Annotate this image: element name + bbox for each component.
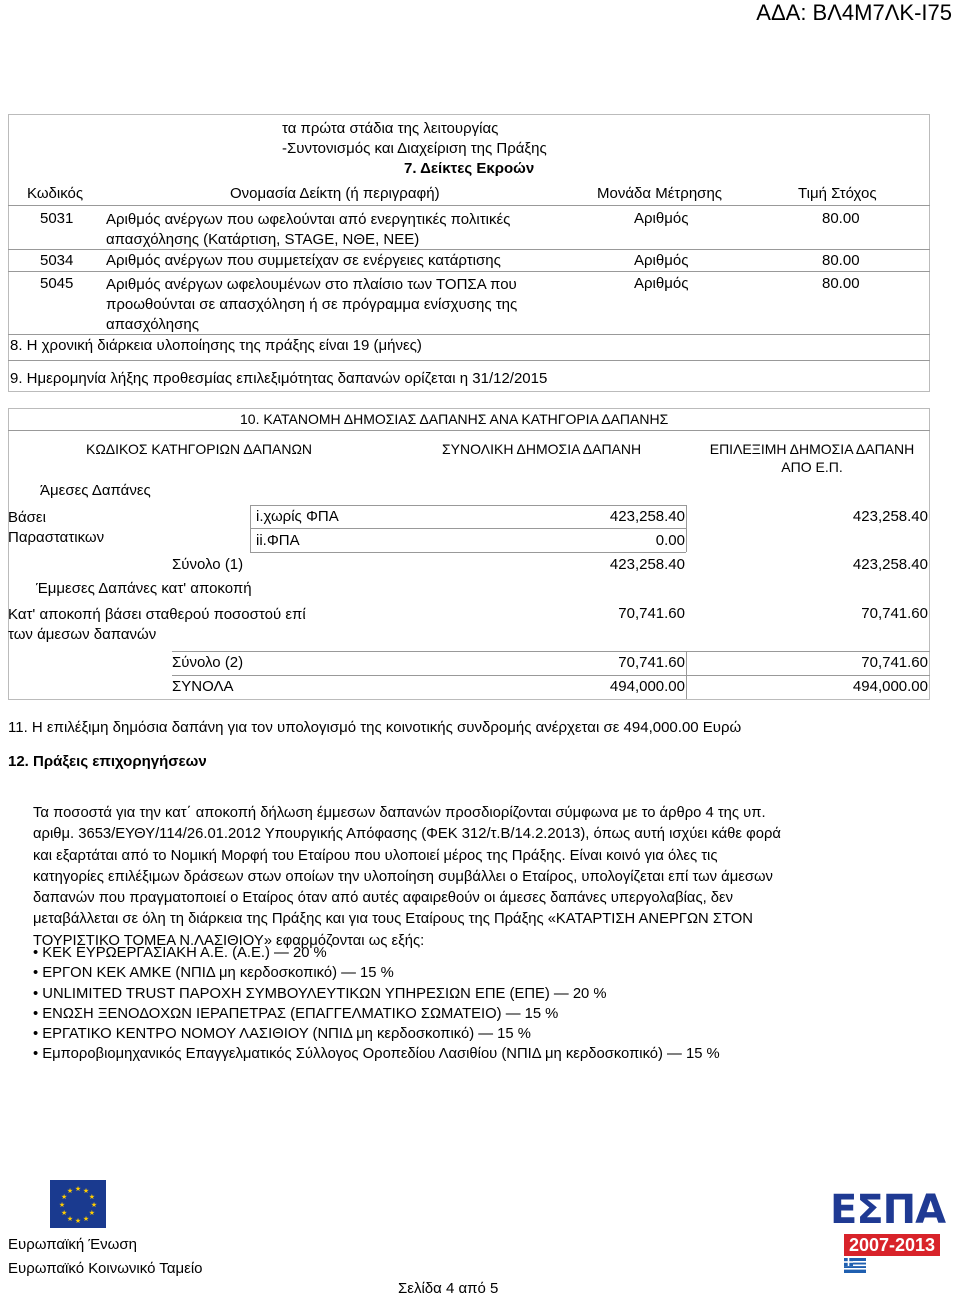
budget-col-eligible: ΕΠΙΛΕΞΙΜΗ ΔΗΜΟΣΙΑ ΔΑΠΑΝΗ ΑΠΟ Ε.Π. — [709, 441, 915, 475]
divider — [250, 505, 686, 506]
sum2-total: 70,741.60 — [618, 654, 685, 671]
divider — [172, 651, 930, 652]
deadline-text: 9. Ημερομηνία λήξης προθεσμίας επιλεξιμότητας δαπανών ορίζεται η 31/12/2015 — [10, 370, 548, 387]
indicator-code: 5034 — [40, 252, 74, 269]
indicator-unit: Αριθμός — [634, 210, 689, 227]
grand-eligible: 494,000.00 — [852, 678, 928, 695]
row-i-total: 423,258.40 — [609, 508, 685, 525]
divider — [8, 271, 930, 272]
eu-star: ★ — [66, 1188, 74, 1196]
row-i-label: i.χωρίς ΦΠΑ — [256, 508, 339, 525]
direct-costs-label: Άμεσες Δαπάνες — [40, 482, 151, 499]
divider — [250, 528, 686, 529]
divider — [8, 430, 930, 431]
flat-rate-eligible: 70,741.60 — [861, 605, 928, 622]
indicator-code: 5031 — [40, 210, 74, 227]
sum2-eligible: 70,741.60 — [861, 654, 928, 671]
espa-logo — [830, 1187, 946, 1278]
indicator-unit: Αριθμός — [634, 275, 689, 292]
sum1-eligible: 423,258.40 — [852, 556, 928, 573]
eu-star: ★ — [60, 1210, 68, 1217]
divider — [8, 205, 930, 206]
divider — [8, 360, 930, 361]
indicators-title: 7. Δείκτες Εκροών — [404, 160, 535, 177]
list-item: • ΕΡΓΑΤΙΚΟ ΚΕΝΤΡΟ ΝΟΜΟΥ ΛΑΣΙΘΙΟΥ (ΝΠΙΔ μη κερδοσκοπικό) — 15 % — [33, 1026, 531, 1043]
list-item: • ΚΕΚ ΕΥΡΩΕΡΓΑΣΙΑΚΗ Α.Ε. (Α.Ε.) — 20 % — [33, 945, 327, 961]
section-12: 12. Πράξεις επιχορηγήσεων — [8, 753, 207, 770]
divider — [8, 334, 930, 335]
row-ii-total: 0.00 — [655, 532, 685, 549]
list-item: • ΕΝΩΣΗ ΞΕΝΟΔΟΧΩΝ ΙΕΡΑΠΕΤΡΑΣ (ΕΠΑΓΓΕΛΜΑΤΙΚΟ ΣΩΜΑΤΕΙΟ) — 15 % — [33, 1005, 559, 1022]
indicator-name: Αριθμός ανέργων που ωφελούνται από ενεργητικές πολιτικές απασχόλησης (Κατάρτιση, STAGE, ΝΘΕ, ΝΕΕ) — [106, 211, 511, 248]
divider — [250, 552, 686, 553]
divider — [172, 675, 930, 676]
grand-total: 494,000.00 — [609, 678, 685, 695]
eu-star: ★ — [88, 1194, 96, 1201]
top-line-2: -Συντονισμός και Διαχείριση της Πράξης — [282, 140, 547, 157]
eu-star: ★ — [74, 1186, 82, 1193]
indicator-target: 80.00 — [822, 275, 860, 292]
basis-label: Βάσει Παραστατικων — [8, 509, 105, 546]
indicator-code: 5045 — [40, 275, 74, 292]
col-code-header: Κωδικός — [27, 185, 84, 202]
list-item: • ΕΡΓΟΝ ΚΕΚ ΑΜΚΕ (ΝΠΙΔ μη κερδοσκοπικό) — 15 % — [33, 965, 394, 982]
flat-rate-label: Κατ' αποκοπή βάσει σταθερού ποσοστού επί των άμεσων δαπανών — [8, 606, 306, 643]
eu-star: ★ — [82, 1215, 90, 1223]
sum1-label: Σύνολο (1) — [172, 556, 244, 573]
indicator-name: Αριθμός ανέργων ωφελουμένων στο πλαίσιο των ΤΟΠΣΑ που προωθούνται σε απασχόληση ή σε πρόγραμμα ενίσχυσης της απασχόλησης — [106, 276, 518, 333]
eu-star: ★ — [74, 1218, 82, 1225]
partner-list — [33, 943, 720, 1065]
eu-star: ★ — [82, 1188, 90, 1196]
eu-flag-icon — [50, 1180, 106, 1228]
divider — [686, 675, 687, 699]
duration-text: 8. Η χρονική διάρκεια υλοποίησης της πράξης είναι 19 (μήνες) — [10, 337, 422, 354]
indicator-unit: Αριθμός — [634, 252, 689, 269]
indicator-name: Αριθμός ανέργων που συμμετείχαν σε ενέργειες κατάρτισης — [106, 252, 501, 269]
eu-star: ★ — [66, 1215, 74, 1223]
indirect-costs-label: Έμμεσες Δαπάνες κατ' αποκοπή — [36, 580, 252, 597]
list-item: • UNLIMITED TRUST ΠΑΡΟΧΗ ΣΥΜΒΟΥΛΕΥΤΙΚΩΝ ΥΠΗΡΕΣΙΩΝ ΕΠΕ (ΕΠΕ) — 20 % — [33, 985, 607, 1002]
budget-col-total: ΣΥΝΟΛΙΚΗ ΔΗΜΟΣΙΑ ΔΑΠΑΝΗ — [442, 441, 642, 457]
budget-title: 10. ΚΑΤΑΝΟΜΗ ΔΗΜΟΣΙΑΣ ΔΑΠΑΝΗΣ ΑΝΑ ΚΑΤΗΓΟΡΙΑ ΔΑΠΑΝΗΣ — [240, 411, 669, 427]
top-line-1: τα πρώτα στάδια της λειτουργίας — [282, 120, 499, 137]
grand-total-label: ΣΥΝΟΛΑ — [172, 678, 234, 695]
indicator-target: 80.00 — [822, 252, 860, 269]
page-number: Σελίδα 4 από 5 — [398, 1280, 499, 1297]
flat-rate-total: 70,741.60 — [618, 605, 685, 622]
espa-word: ΕΣΠΑ — [830, 1187, 946, 1233]
eu-star: ★ — [58, 1202, 66, 1209]
eu-star: ★ — [88, 1210, 96, 1217]
col-target-header: Τιμή Στόχος — [798, 185, 877, 202]
esf-label: Ευρωπαϊκό Κοινωνικό Ταμείο — [8, 1260, 203, 1277]
divider — [686, 651, 687, 675]
section-11: 11. Η επιλέξιμη δημόσια δαπάνη για τον υπολογισμό της κοινοτικής συνδρομής ανέρχεται σε 494,000.00 Ευρώ — [8, 719, 742, 736]
flat-rate-paragraph: Τα ποσοστά για την κατ΄ αποκοπή δήλωση έμμεσων δαπανών προσδιορίζονται σύμφωνα με το άρθρο 4 της υπ. αριθμ. 3653/ΕΥΘΥ/114/26.01.2012 Υπουργικής Απόφασης (ΦΕΚ 312/τ.Β/14.2.2013), όπως αυτή ισχύει κάθε φορά και εξαρτάται από το Νομική Μορφή του Εταίρου που υλοποιεί μέρος της Πράξης. Είναι κοινό για όλες τις κατηγορίες επιλέξιμων δράσεων στων οποίων την υλοποίηση συμβάλλει ο Εταίρος, υπολογίζεται επί των άμεσων δαπανών που πραγματοποιεί ο Εταίρος όταν από αυτές αφαιρεθούν οι άμεσες δαπάνες υπεργολαβίας, δεν μεταβάλλεται σε όλη τη διάρκεια της Πράξης και για τους Εταίρους της Πράξης «ΚΑΤΑΡΤΙΣΗ ΑΝΕΡΓΩΝ ΣΤΟΝ ΤΟΥΡΙΣΤΙΚΟ ΤΟΜΕΑ Ν.ΛΑΣΙΘΙΟΥ» εφαρμόζονται ως εξής: — [33, 805, 781, 949]
row-ii-label: ii.ΦΠΑ — [256, 532, 300, 549]
budget-col-code: ΚΩΔΙΚΟΣ ΚΑΤΗΓΟΡΙΩΝ ΔΑΠΑΝΩΝ — [86, 441, 313, 457]
divider — [686, 505, 687, 552]
eu-star: ★ — [60, 1194, 68, 1201]
sum1-total: 423,258.40 — [609, 556, 685, 573]
ada-header: ΑΔΑ: ΒΛ4Μ7ΛΚ-Ι75 — [756, 0, 952, 25]
list-item: • Εμποροβιομηχανικός Επαγγελματικός Σύλλογος Οροπεδίου Λασιθίου (ΝΠΙΔ μη κερδοσκοπικό) — 15 % — [33, 1046, 720, 1063]
col-unit-header: Μονάδα Μέτρησης — [597, 185, 723, 202]
eu-label: Ευρωπαϊκή Ένωση — [8, 1236, 137, 1253]
divider — [8, 249, 930, 250]
indicator-target: 80.00 — [822, 210, 860, 227]
col-name-header: Ονομασία Δείκτη (ή περιγραφή) — [230, 185, 440, 202]
espa-years: 2007-2013 — [844, 1234, 940, 1256]
sum2-label: Σύνολο (2) — [172, 654, 244, 671]
row-i-eligible: 423,258.40 — [852, 508, 928, 525]
greek-flag-icon — [844, 1258, 866, 1273]
eu-star: ★ — [90, 1202, 98, 1209]
